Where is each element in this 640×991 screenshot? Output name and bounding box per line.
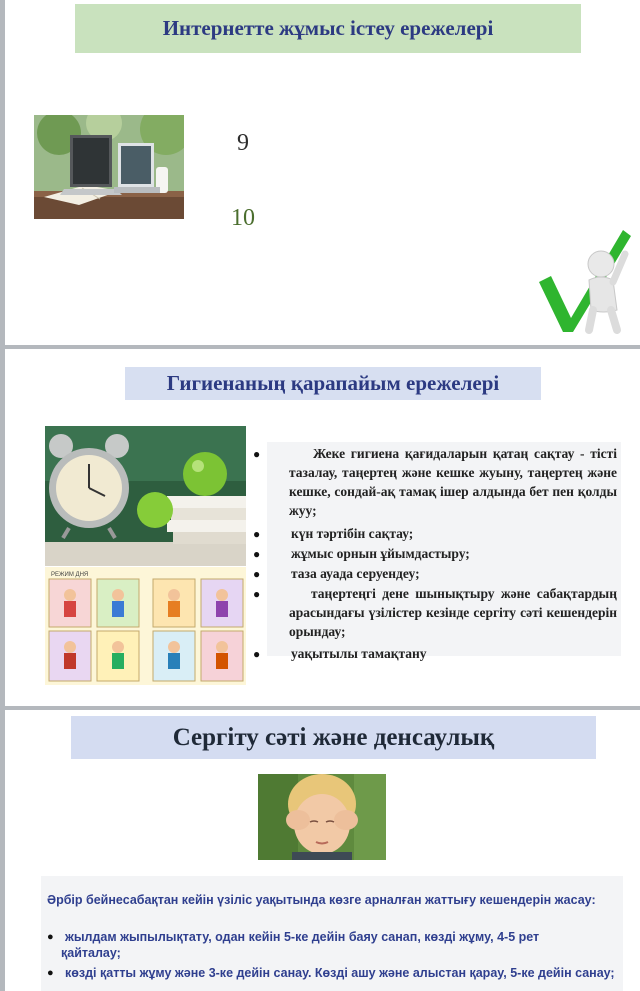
child-eyes-photo [258,774,386,860]
exercise-intro: Әрбір бейнесабақтан кейін үзіліс уақытында көзге арналған жаттығу кешендерін жасау: [47,893,596,907]
slide-title: Сергіту сәті және денсаулық [71,716,596,759]
hygiene-rule-item: Жеке гигиена қағидаларын қатаң сақтау - тісті тазалау, таңертең және кешке жуыну, таңертең және кешке, сондай-ақ тамақ ішер алдында бет пен қолды жуу; [289,446,617,518]
bullet-dot: ● [47,931,54,943]
bullet-dot: ● [253,447,261,461]
hygiene-rule-item: уақытылы тамақтану [291,646,427,661]
slide-internet-rules [5,0,640,345]
bullet-dot: ● [47,967,54,979]
rule-number-10: 10 [231,205,255,231]
bullet-dot: ● [253,547,261,561]
hygiene-rule-item: жұмыс орнын ұйымдастыру; [291,546,470,561]
routine-caption: РЕЖИМ ДНЯ [51,572,89,578]
hygiene-rule-item: күн тәртібін сақтау; [291,526,414,541]
slide-title: Гигиенаның қарапайым ережелері [125,367,541,400]
bullet-dot: ● [253,527,261,541]
slide-refresh-break [5,710,640,991]
rule-number-9: 9 [237,130,249,156]
eye-exercise-item: көзді қатты жұму және 3-ке дейін санау. Көзді ашу және алыстан қарау, 5-ке дейін санау; [65,966,615,980]
slide-hygiene-rules [5,349,640,706]
daily-routine-illustration [45,567,246,685]
alarm-clock-photo [45,426,246,566]
bullet-dot: ● [253,567,261,581]
checkmark-figure-icon [539,230,634,335]
eye-exercise-item: жылдам жыпылықтату, одан кейін 5-ке дейін баяу санап, көзді жұму, 4-5 рет қайталау; [61,930,540,960]
laptop-photo [34,115,184,219]
bullet-dot: ● [253,647,261,661]
hygiene-rule-item: таңертеңгі дене шынықтыру және сабақтардың арасындағы үзілістер кезінде сергіту сәті кешендерін орындау; [289,586,617,639]
bullet-dot: ● [253,587,261,601]
hygiene-rule-item: таза ауада серуендеу; [291,566,420,581]
slide-title: Интернетте жұмыс істеу ережелері [75,4,581,53]
